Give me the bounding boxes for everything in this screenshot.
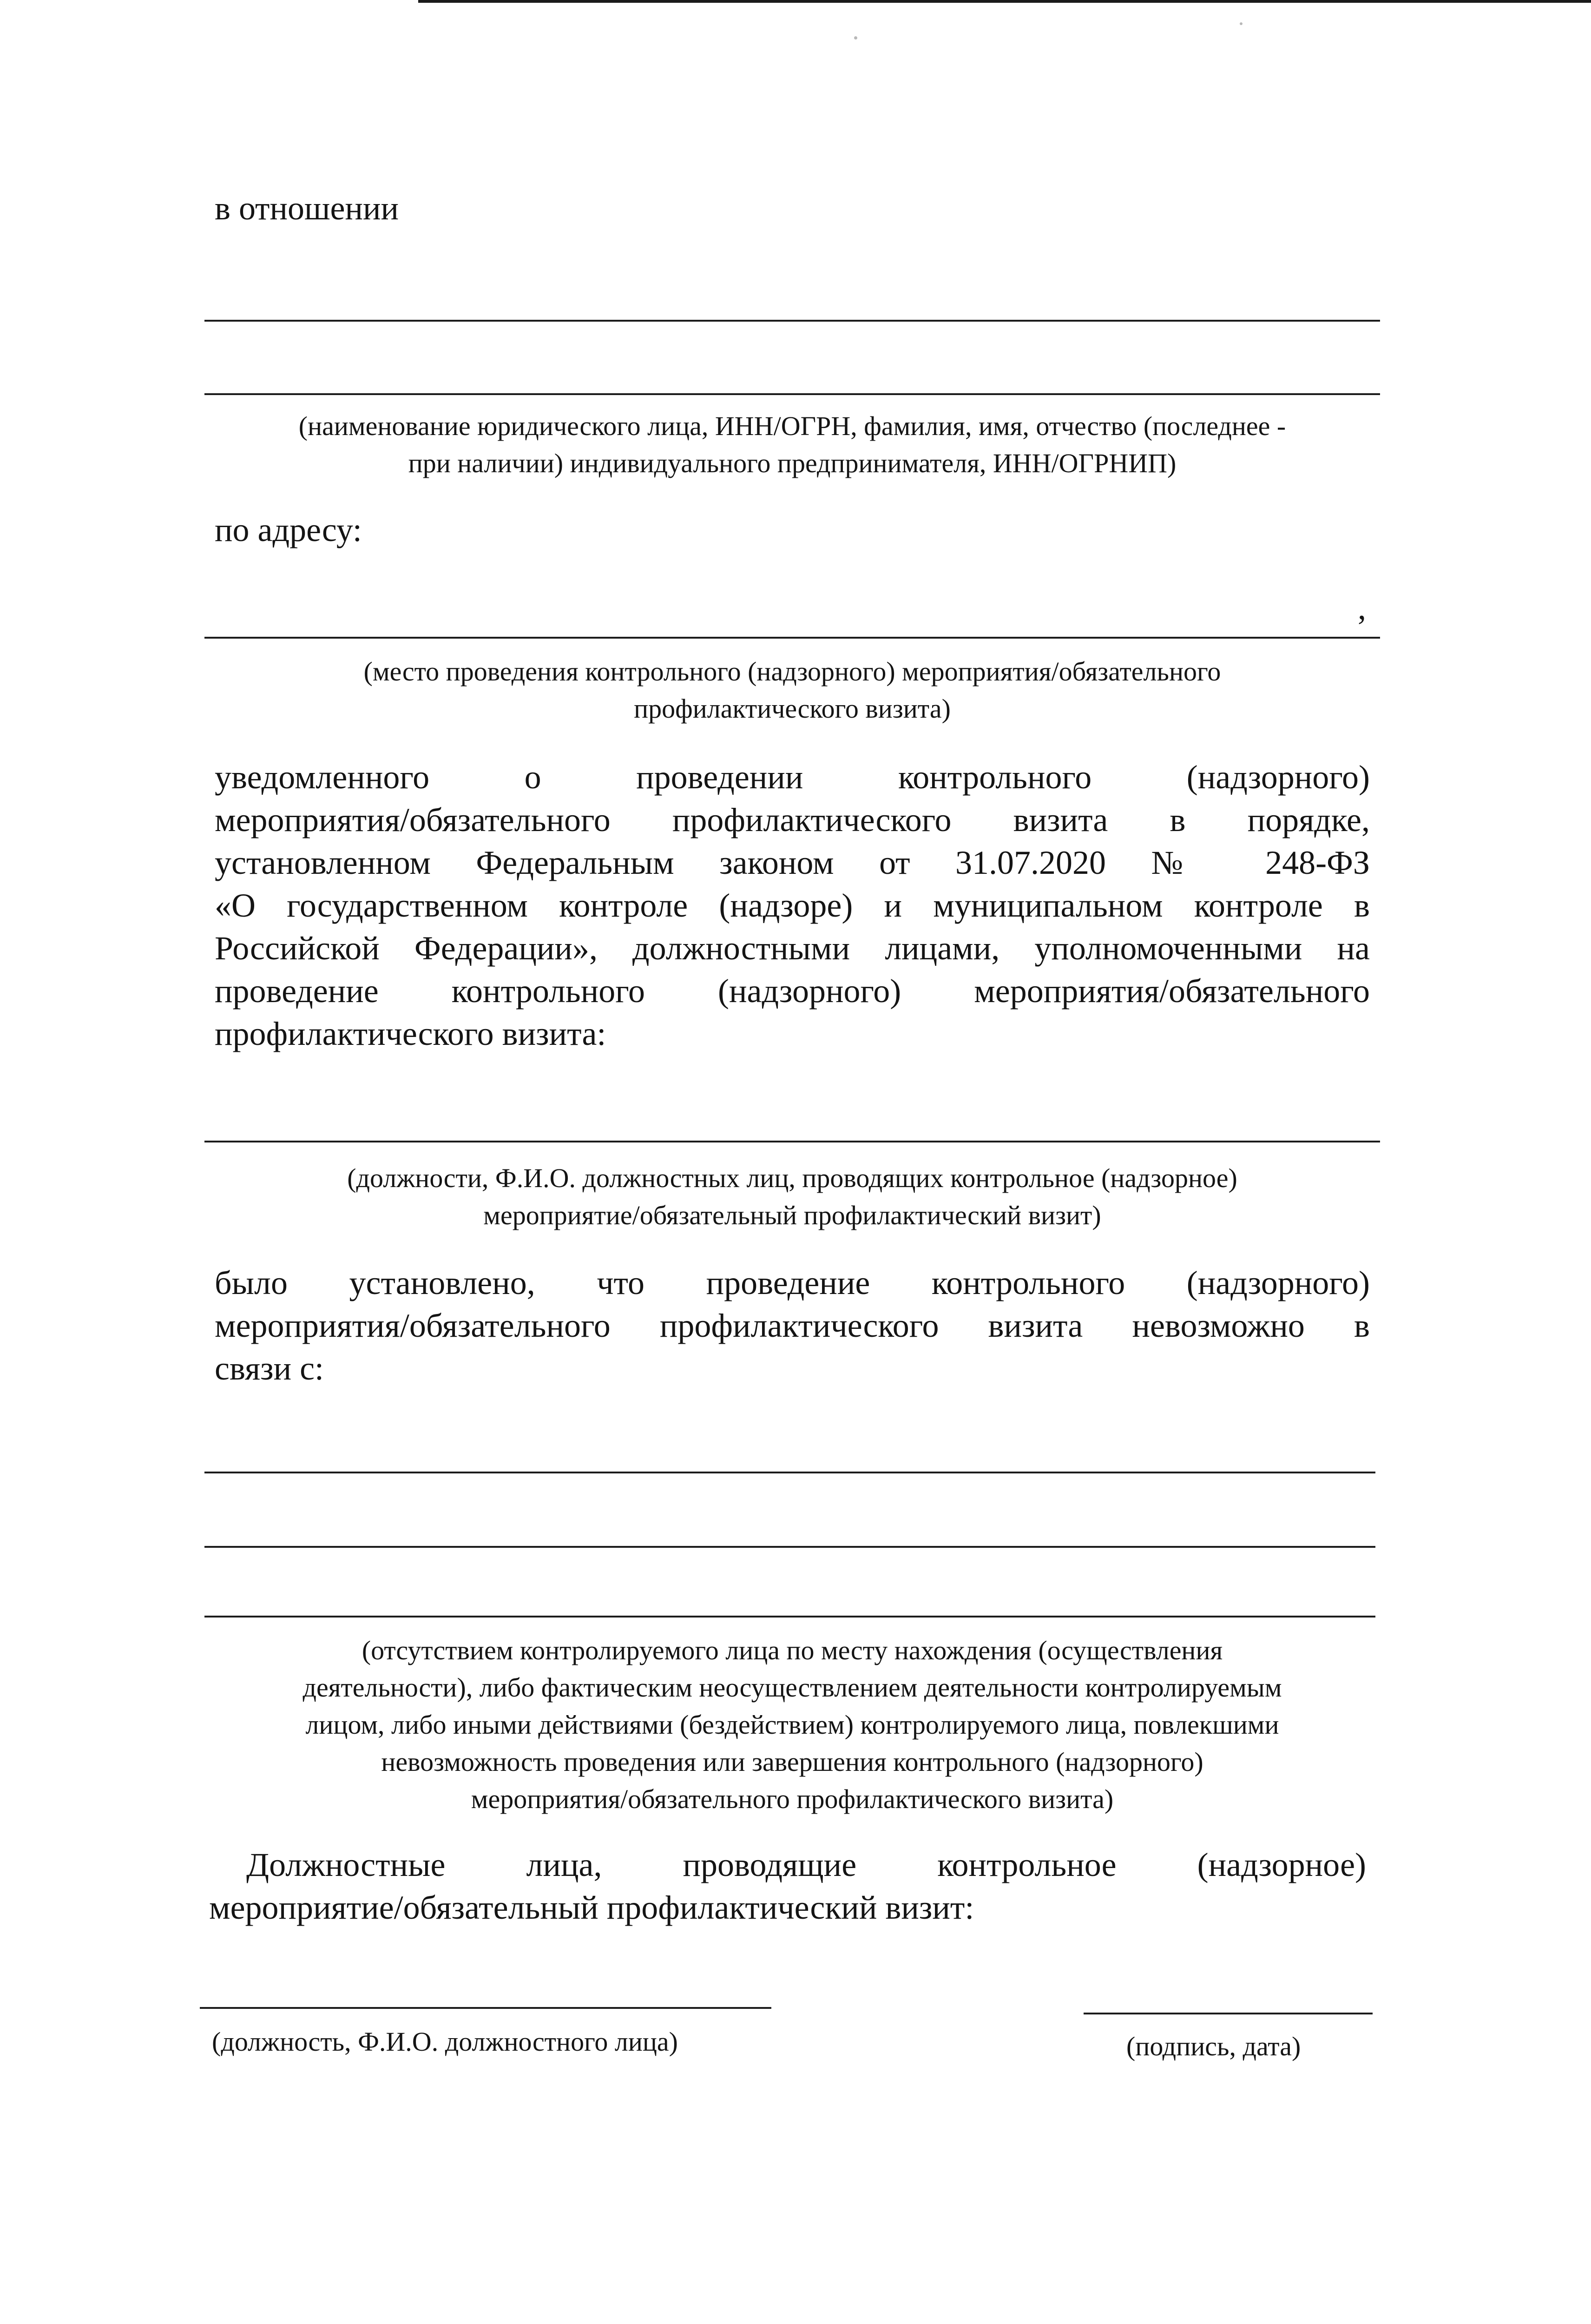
reason-line-2[interactable] xyxy=(204,1546,1375,1548)
entity-caption-line-2: при наличии) индивидуального предпринимателя, ИНН/ОГРНИП) xyxy=(408,448,1177,478)
officials-caption-line-1: (должности, Ф.И.О. должностных лиц, проводящих контрольное (надзорное) xyxy=(347,1163,1237,1193)
notified-paragraph-line: проведение контрольного (надзорного) мероприятия/обязательного xyxy=(215,972,1370,1010)
entity-caption-line-1: (наименование юридического лица, ИНН/ОГРН, фамилия, имя, отчество (последнее - xyxy=(298,411,1286,441)
scan-speck xyxy=(1240,22,1243,25)
officials-line[interactable] xyxy=(204,1141,1380,1142)
officials-caption-line-2: мероприятие/обязательный профилактический визит) xyxy=(483,1200,1101,1230)
signers-paragraph-line: мероприятие/обязательный профилактический визит: xyxy=(209,1889,974,1926)
entity-line-2[interactable] xyxy=(204,393,1380,395)
reason-caption-line: (отсутствием контролируемого лица по месту нахождения (осуществления xyxy=(362,1635,1223,1665)
notified-paragraph-line: профилактического визита: xyxy=(215,1015,606,1052)
established-paragraph-line: связи с: xyxy=(215,1350,324,1387)
signers-paragraph-line: Должностные лица, проводящие контрольное (надзорное) xyxy=(246,1846,1366,1883)
notified-paragraph-line: мероприятия/обязательного профилактического визита в порядке, xyxy=(215,801,1370,838)
notified-paragraph-line: уведомленного о проведении контрольного (надзорного) xyxy=(215,759,1370,796)
notified-paragraph-line: установленном Федеральным законом от 31.07.2020 № 248-ФЗ xyxy=(215,844,1370,881)
address-comma: , xyxy=(1358,589,1366,627)
reason-caption-line: мероприятия/обязательного профилактического визита) xyxy=(471,1784,1114,1814)
signature-line[interactable] xyxy=(1084,2013,1373,2014)
notified-paragraph-line: Российской Федерации», должностными лицами, уполномоченными на xyxy=(215,930,1370,967)
regarding-label: в отношении xyxy=(215,190,399,227)
notified-paragraph-line: «О государственном контроле (надзоре) и муниципальном контроле в xyxy=(215,887,1370,924)
signer-position-caption: (должность, Ф.И.О. должностного лица) xyxy=(212,2027,678,2057)
address-line[interactable] xyxy=(204,637,1380,639)
established-paragraph-line: было установлено, что проведение контрольного (надзорного) xyxy=(215,1264,1370,1301)
scan-top-edge xyxy=(418,0,1591,3)
place-caption-line-2: профилактического визита) xyxy=(634,693,951,724)
address-label: по адресу: xyxy=(215,511,362,548)
reason-line-1[interactable] xyxy=(204,1472,1375,1473)
reason-caption-line: лицом, либо иными действиями (бездействием) контролируемого лица, повлекшими xyxy=(305,1710,1279,1740)
reason-line-3[interactable] xyxy=(204,1616,1375,1618)
reason-caption-line: деятельности), либо фактическим неосуществлением деятельности контролируемым xyxy=(302,1672,1282,1703)
reason-caption-line: невозможность проведения или завершения контрольного (надзорного) xyxy=(381,1747,1203,1777)
signature-caption: (подпись, дата) xyxy=(1126,2031,1301,2061)
scan-speck xyxy=(854,36,857,40)
established-paragraph-line: мероприятия/обязательного профилактического визита невозможно в xyxy=(215,1307,1370,1344)
signer-position-line[interactable] xyxy=(200,2007,771,2009)
entity-line-1[interactable] xyxy=(204,320,1380,322)
place-caption-line-1: (место проведения контрольного (надзорного) мероприятия/обязательного xyxy=(363,656,1221,687)
